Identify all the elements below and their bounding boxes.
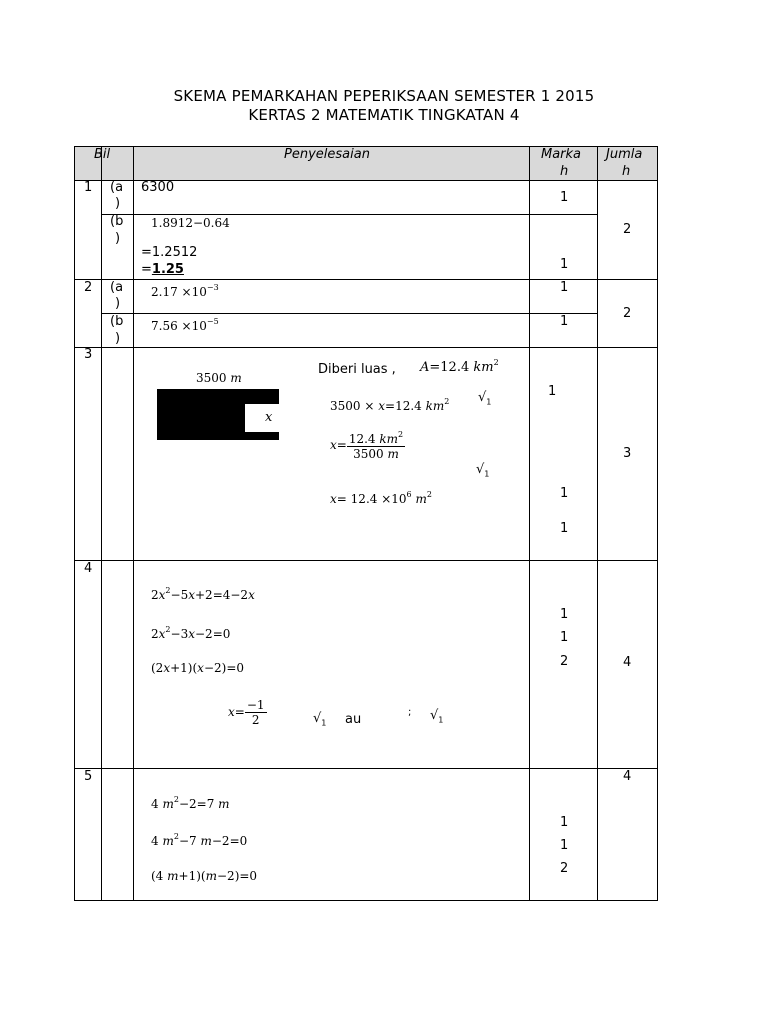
q1a-answer: 6300 [141, 180, 175, 195]
q3-step1: 3500 × x=12.4 $km^2$ [330, 397, 450, 413]
table-border [74, 146, 75, 901]
q5-total: 4 [623, 769, 632, 784]
q5-line3: (4 m+1)(m−2)=0 [151, 869, 258, 883]
q1-total: 2 [623, 222, 632, 237]
q4-atau-text: au [345, 712, 362, 727]
q3-step2-fraction: $\frac{12.4 km^2}{3500 m}$ [348, 430, 404, 461]
q2b-mark: 1 [560, 314, 569, 329]
q4-mark-3: 2 [560, 654, 569, 669]
q3-step3-clip [328, 484, 448, 507]
q3-tick-1: $√_1$ [478, 390, 492, 407]
q3-step2: x= $\frac{12.4 km^2}{3500 m}$ [330, 430, 404, 461]
document-subtitle: KERTAS 2 MATEMATIK TINGKATAN 4 [248, 106, 520, 124]
q1a-label-line2: ) [115, 196, 121, 211]
q2b-label-line1: (b [110, 314, 124, 329]
table-border [529, 146, 530, 901]
document-title: SKEMA PEMARKAHAN PEPERIKSAAN SEMESTER 1 2015 [173, 87, 595, 105]
q5-line1: 4 $m^2-2=7$ m [151, 795, 230, 811]
header-penyelesaian: Penyelesaian [284, 147, 370, 162]
q5-number: 5 [84, 769, 93, 784]
q4-semicolon: ; [408, 707, 412, 718]
q4-mark-1: 1 [560, 607, 569, 622]
q3-total: 3 [623, 446, 632, 461]
header-jumlah-line1: Jumla [606, 147, 643, 162]
table-border [133, 146, 134, 901]
diagram-length-label: 3500 m [196, 371, 242, 385]
table-border [101, 214, 597, 215]
diagram-side-label: x [265, 410, 273, 425]
header-markah-line2: h [560, 164, 569, 179]
q1a-mark: 1 [560, 190, 569, 205]
q1b-label-line1: (b [110, 214, 124, 229]
q5-mark-1: 1 [560, 815, 569, 830]
table-border [101, 146, 102, 901]
q4-line2: $2x^2-3x-2=0$ [151, 625, 231, 641]
q2a-label-line1: (a [110, 280, 124, 295]
q1b-working-line1: 1.8912−0.64 [151, 216, 230, 230]
q2a-label-line2: ) [115, 296, 121, 311]
table-border [74, 560, 658, 561]
q3-given-text: Diberi luas , [318, 362, 396, 377]
q4-line1: $2x^2-5x+2=4-2x$ [151, 586, 255, 602]
q4-line3: (2x+1)(x−2)=0 [151, 661, 245, 675]
q4-fraction: $\frac{-1}{2}$ [246, 698, 265, 727]
q1b-final-answer: 1.25 [151, 262, 184, 277]
q4-line4-solution: x= $\frac{-1}{2}$ [228, 698, 265, 727]
q2b-answer: $7.56 \times 10^{-5}$ [151, 317, 219, 333]
q4-tick-2: $√_1$ [430, 708, 444, 725]
q2-total: 2 [623, 306, 632, 321]
q4-mark-2: 1 [560, 630, 569, 645]
q4-tick-1: $√_1$ [313, 711, 327, 728]
q3-mark-3: 1 [560, 521, 569, 536]
q3-number: 3 [84, 347, 93, 362]
q3-mark-2: 1 [560, 486, 569, 501]
q3-area-equation: A=12.4 $km^2$ [420, 358, 499, 375]
table-border [597, 146, 598, 901]
q1b-working-line3: =1.25 [141, 262, 184, 277]
table-border [74, 279, 658, 280]
q2-number: 2 [84, 280, 93, 295]
q2a-answer: $2.17 \times 10^{-3}$ [151, 283, 219, 299]
q4-number: 4 [84, 561, 93, 576]
q2a-mark: 1 [560, 280, 569, 295]
q5-mark-2: 1 [560, 838, 569, 853]
q1b-mark: 1 [560, 257, 569, 272]
header-jumlah-line2: h [622, 164, 631, 179]
q4-total: 4 [623, 655, 632, 670]
q1b-working-line2: =1.2512 [141, 245, 198, 260]
header-bil: Bil [94, 147, 111, 162]
table-border [657, 146, 658, 901]
q3-tick-2: $√_1$ [476, 462, 490, 479]
q5-mark-3: 2 [560, 861, 569, 876]
q1a-label-line1: (a [110, 180, 124, 195]
table-border [74, 768, 658, 769]
q2b-label-line2: ) [115, 331, 121, 346]
header-markah-line1: Marka [541, 147, 582, 162]
q1b-label-line2: ) [115, 231, 121, 246]
table-border [101, 313, 597, 314]
q1-number: 1 [84, 180, 93, 195]
table-border [74, 900, 658, 901]
diagram-side-box [245, 404, 279, 432]
table-border [74, 347, 658, 348]
q5-line2: 4 $m^2-7$ m−2=0 [151, 832, 248, 848]
q3-step3: $x= 12.4 \times 10^6$ $m^2$ [330, 490, 432, 506]
q3-mark-1: 1 [548, 384, 557, 399]
